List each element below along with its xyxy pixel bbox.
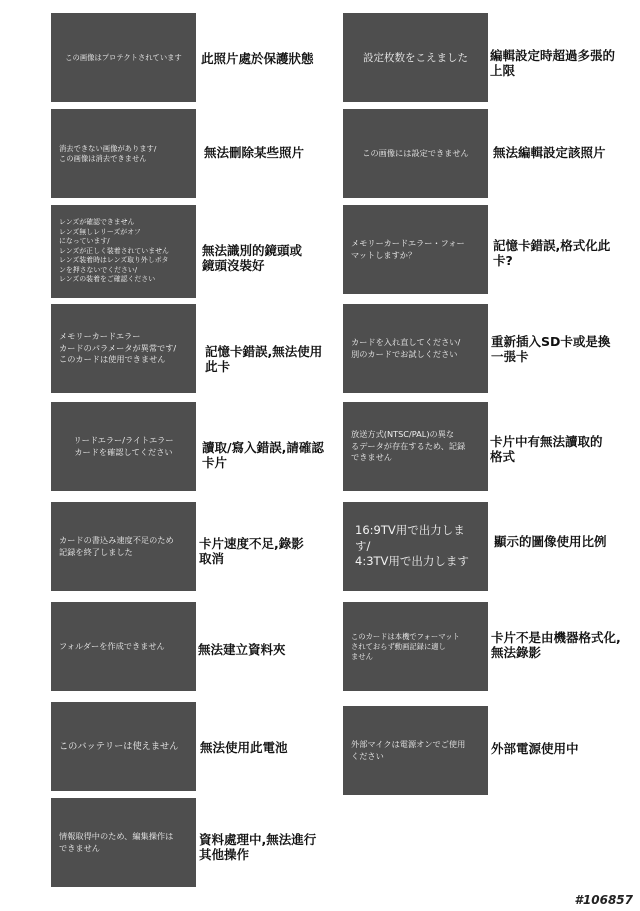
message-box-external-mic — [343, 706, 488, 795]
caption-ntsc-pal: 卡片中有無法讀取的 格式 — [490, 434, 603, 464]
message-box-write-speed — [51, 502, 196, 591]
caption-protected: 此照片處於保護狀態 — [201, 51, 314, 66]
message-text: 情報取得中のため、編集操作は できません — [59, 831, 174, 853]
message-text: レンズが確認できません レンズ無しレリーズがオフ になっています/ レンズが正しく装着されていません レンズ装着時はレンズ取り外しボタ ンを押さないでください/ レンズの装着をご確認ください — [59, 217, 169, 284]
message-text: メモリーカードエラー・フォー マットしますか？ — [351, 238, 465, 260]
message-text: このバッテリーは使えません — [59, 741, 179, 752]
caption-processing: 資料處理中,無法進行 其他操作 — [199, 832, 317, 862]
message-text: 外部マイクは電源オンでご使用 ください — [351, 739, 466, 761]
caption-tv-aspect: 顯示的圖像使用比例 — [494, 534, 607, 549]
message-box-format-prompt — [343, 205, 488, 294]
message-text: このカードは本機でフォーマット されておらず動画記録に適し ません — [351, 631, 460, 661]
caption-read-write-error: 讀取/寫入錯誤,請確認 卡片 — [202, 440, 324, 470]
caption-memory-card-error: 記憶卡錯誤,無法使用 此卡 — [205, 344, 323, 374]
message-text: カードを入れ直してください/ 別のカードでお試しください — [351, 337, 461, 359]
caption-lens-error: 無法識別的鏡頭或 鏡頭沒裝好 — [202, 243, 303, 273]
message-box-card-not-formatted — [343, 602, 488, 691]
caption-reinsert-card: 重新插入SD卡或是換 一張卡 — [491, 334, 611, 364]
message-text: 16:9TV用で出力します/ 4:3TV用で出力します — [355, 523, 469, 569]
message-box-cannot-set — [343, 109, 488, 198]
caption-external-mic: 外部電源使用中 — [491, 741, 579, 756]
message-box-reinsert-card — [343, 304, 488, 393]
caption-cannot-set: 無法編輯設定該照片 — [493, 145, 606, 160]
message-box-lens-error — [51, 205, 196, 298]
caption-write-speed: 卡片速度不足,錄影 取消 — [199, 536, 304, 566]
caption-setting-limit: 編輯設定時超過多張的 上限 — [490, 48, 616, 78]
message-text: リードエラー/ライトエラー カードを確認してください — [73, 435, 174, 457]
message-box-processing — [51, 798, 196, 887]
message-box-protected — [51, 13, 196, 102]
message-box-ntsc-pal — [343, 402, 488, 491]
caption-card-not-formatted: 卡片不是由機器格式化, 無法錄影 — [491, 630, 621, 660]
message-box-folder-error — [51, 602, 196, 691]
message-text: 設定枚数をこえました — [363, 51, 468, 64]
message-box-memory-card-error — [51, 304, 196, 393]
message-box-tv-aspect — [343, 502, 488, 591]
caption-cannot-delete: 無法刪除某些照片 — [204, 145, 305, 160]
message-text: この画像はプロテクトされています — [65, 52, 182, 62]
message-text: この画像には設定できません — [362, 147, 469, 158]
message-box-read-write-error — [51, 402, 196, 491]
message-text: メモリーカードエラー カードのパラメータが異常です/ このカードは使用できません — [59, 331, 177, 365]
message-box-setting-limit — [343, 13, 488, 102]
page-number: #106857 — [574, 893, 633, 907]
message-text: カードの書込み速度不足のため 記録を終了しました — [59, 535, 174, 557]
caption-battery-error: 無法使用此電池 — [200, 740, 288, 755]
message-text: 放送方式(NTSC/PAL)の異な るデータが存在するため、記録 できません — [351, 429, 466, 463]
message-box-battery-error — [51, 702, 196, 791]
message-text: フォルダーを作成できません — [59, 640, 165, 651]
caption-format-prompt: 記憶卡錯誤,格式化此 卡? — [493, 238, 611, 268]
message-text: 消去できない画像があります/ この画像は消去できません — [59, 143, 157, 163]
caption-folder-error: 無法建立資料夾 — [198, 642, 286, 657]
message-box-cannot-delete — [51, 109, 196, 198]
